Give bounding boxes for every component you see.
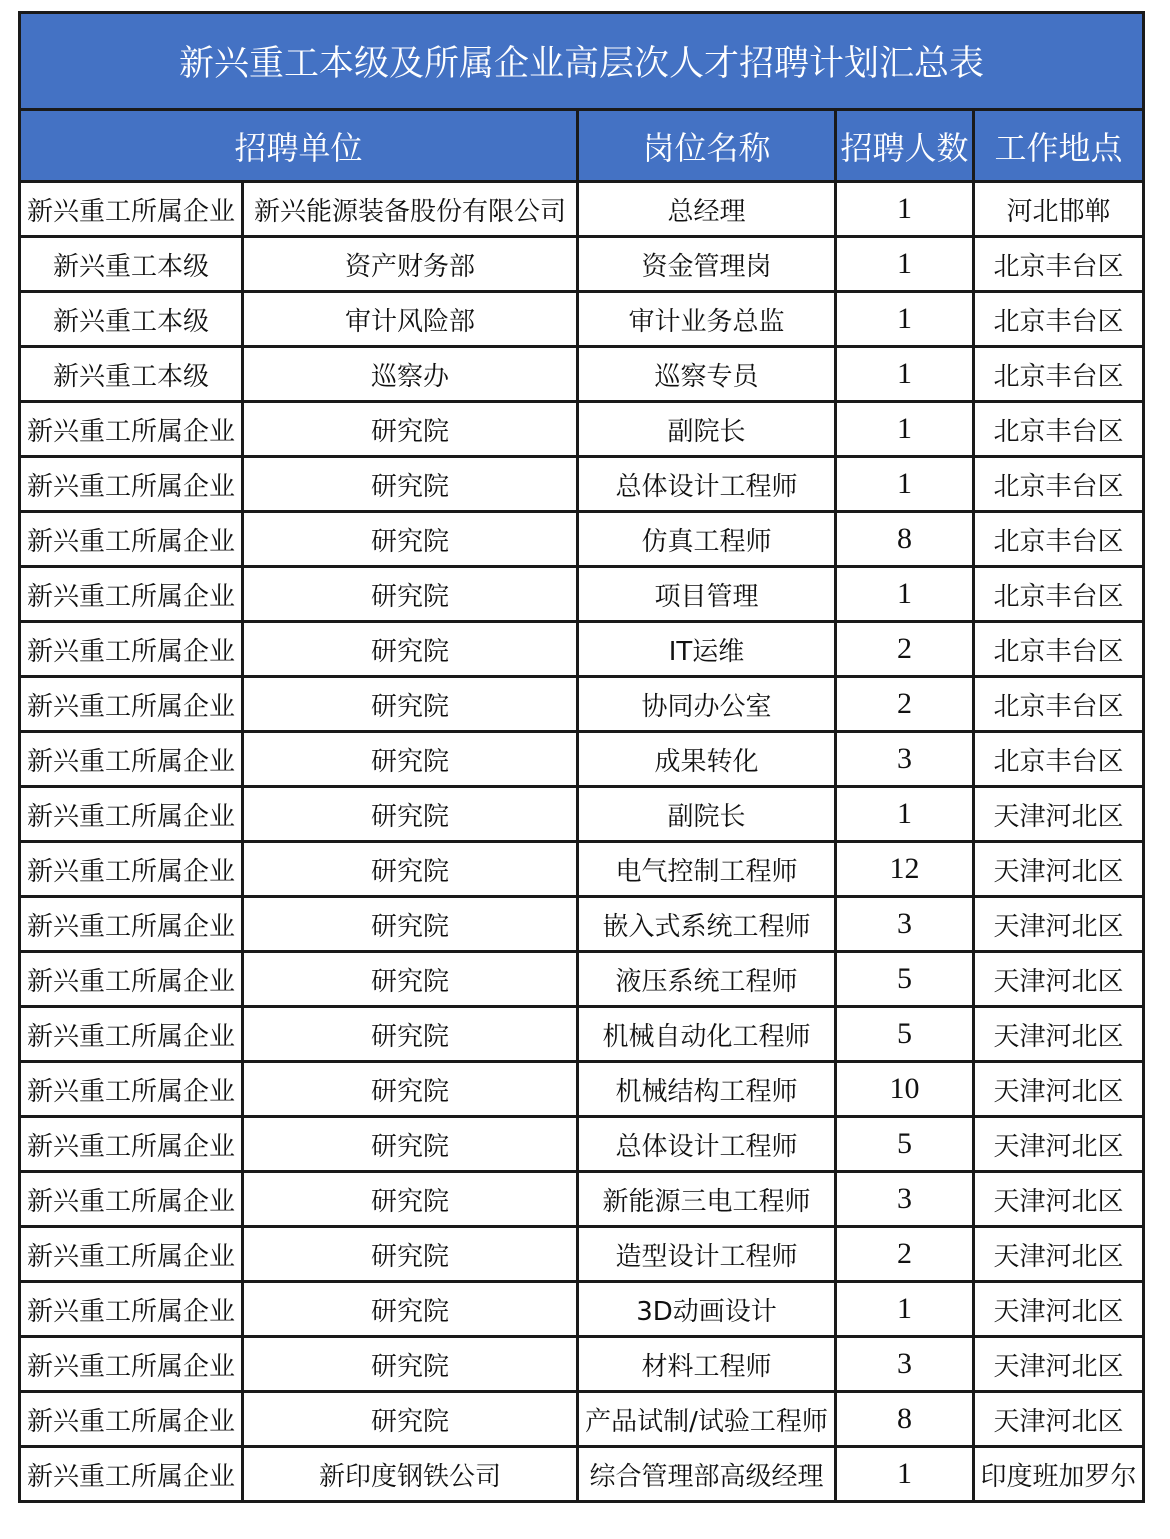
cell-unit-name: 研究院 (243, 952, 578, 1007)
cell-position: 嵌入式系统工程师 (578, 897, 836, 952)
table-row (20, 787, 1144, 842)
cell-count: 1 (836, 292, 974, 347)
cell-unit-level: 新兴重工所属企业 (20, 952, 243, 1007)
cell-location: 北京丰台区 (974, 347, 1144, 402)
cell-unit-level: 新兴重工所属企业 (20, 182, 243, 237)
table-row (20, 1282, 1144, 1337)
cell-position: 协同办公室 (578, 677, 836, 732)
cell-count: 2 (836, 677, 974, 732)
cell-count: 1 (836, 1447, 974, 1502)
table-row (20, 1227, 1144, 1282)
table-row (20, 1447, 1144, 1502)
cell-unit-level: 新兴重工所属企业 (20, 787, 243, 842)
table-row (20, 677, 1144, 732)
cell-position: 项目管理 (578, 567, 836, 622)
cell-location: 天津河北区 (974, 1172, 1144, 1227)
cell-location: 北京丰台区 (974, 402, 1144, 457)
cell-unit-level: 新兴重工所属企业 (20, 567, 243, 622)
cell-location: 天津河北区 (974, 897, 1144, 952)
cell-count: 1 (836, 237, 974, 292)
cell-location: 印度班加罗尔 (974, 1447, 1144, 1502)
cell-unit-name: 研究院 (243, 1117, 578, 1172)
cell-position: 电气控制工程师 (578, 842, 836, 897)
cell-unit-level: 新兴重工所属企业 (20, 512, 243, 567)
table-row (20, 1062, 1144, 1117)
cell-unit-level: 新兴重工所属企业 (20, 897, 243, 952)
cell-unit-name: 研究院 (243, 787, 578, 842)
cell-location: 北京丰台区 (974, 677, 1144, 732)
cell-position: 仿真工程师 (578, 512, 836, 567)
cell-position: 机械自动化工程师 (578, 1007, 836, 1062)
header-row (20, 110, 1144, 182)
cell-position: 机械结构工程师 (578, 1062, 836, 1117)
cell-unit-name: 研究院 (243, 897, 578, 952)
cell-unit-name: 新印度钢铁公司 (243, 1447, 578, 1502)
cell-location: 北京丰台区 (974, 292, 1144, 347)
cell-location: 天津河北区 (974, 787, 1144, 842)
cell-position: 巡察专员 (578, 347, 836, 402)
cell-count: 2 (836, 622, 974, 677)
table-row (20, 182, 1144, 237)
cell-count: 3 (836, 897, 974, 952)
cell-location: 北京丰台区 (974, 457, 1144, 512)
table-row (20, 1007, 1144, 1062)
table-row (20, 1337, 1144, 1392)
cell-unit-level: 新兴重工所属企业 (20, 1062, 243, 1117)
cell-location: 河北邯郸 (974, 182, 1144, 237)
cell-count: 5 (836, 1007, 974, 1062)
table-row (20, 1172, 1144, 1227)
cell-unit-name: 巡察办 (243, 347, 578, 402)
cell-count: 1 (836, 457, 974, 512)
cell-location: 天津河北区 (974, 952, 1144, 1007)
table-body (20, 182, 1144, 1502)
cell-position: 总经理 (578, 182, 836, 237)
cell-position: 造型设计工程师 (578, 1227, 836, 1282)
cell-position: 副院长 (578, 402, 836, 457)
cell-unit-level: 新兴重工所属企业 (20, 1227, 243, 1282)
cell-location: 北京丰台区 (974, 622, 1144, 677)
cell-count: 12 (836, 842, 974, 897)
cell-count: 1 (836, 402, 974, 457)
cell-count: 1 (836, 347, 974, 402)
table-row (20, 897, 1144, 952)
cell-unit-level: 新兴重工所属企业 (20, 1282, 243, 1337)
cell-count: 5 (836, 1117, 974, 1172)
cell-unit-level: 新兴重工所属企业 (20, 1007, 243, 1062)
cell-unit-name: 研究院 (243, 1172, 578, 1227)
cell-unit-level: 新兴重工本级 (20, 237, 243, 292)
cell-unit-level: 新兴重工所属企业 (20, 1117, 243, 1172)
table-row (20, 402, 1144, 457)
header-unit: 招聘单位 (20, 110, 578, 182)
title-row (20, 13, 1144, 110)
cell-location: 天津河北区 (974, 1007, 1144, 1062)
cell-unit-name: 研究院 (243, 842, 578, 897)
cell-count: 5 (836, 952, 974, 1007)
cell-position: 新能源三电工程师 (578, 1172, 836, 1227)
cell-location: 北京丰台区 (974, 237, 1144, 292)
cell-unit-name: 研究院 (243, 1282, 578, 1337)
cell-count: 1 (836, 787, 974, 842)
cell-position: 产品试制/试验工程师 (578, 1392, 836, 1447)
cell-count: 3 (836, 1337, 974, 1392)
table-row (20, 952, 1144, 1007)
table-row (20, 237, 1144, 292)
cell-count: 10 (836, 1062, 974, 1117)
cell-location: 天津河北区 (974, 1062, 1144, 1117)
table-row (20, 842, 1144, 897)
cell-position: 3D动画设计 (578, 1282, 836, 1337)
table-row (20, 292, 1144, 347)
cell-unit-name: 研究院 (243, 1337, 578, 1392)
cell-location: 天津河北区 (974, 1117, 1144, 1172)
cell-unit-name: 研究院 (243, 457, 578, 512)
cell-unit-name: 研究院 (243, 1392, 578, 1447)
table-row (20, 567, 1144, 622)
cell-position: 成果转化 (578, 732, 836, 787)
cell-unit-level: 新兴重工本级 (20, 292, 243, 347)
cell-count: 3 (836, 732, 974, 787)
cell-unit-level: 新兴重工所属企业 (20, 457, 243, 512)
recruitment-table (18, 11, 1145, 1503)
cell-unit-level: 新兴重工所属企业 (20, 842, 243, 897)
cell-position: 总体设计工程师 (578, 457, 836, 512)
cell-position: IT运维 (578, 622, 836, 677)
cell-location: 北京丰台区 (974, 567, 1144, 622)
cell-count: 1 (836, 182, 974, 237)
table-row (20, 732, 1144, 787)
cell-position: 综合管理部高级经理 (578, 1447, 836, 1502)
cell-location: 天津河北区 (974, 1337, 1144, 1392)
cell-unit-name: 研究院 (243, 567, 578, 622)
cell-location: 天津河北区 (974, 1392, 1144, 1447)
header-location: 工作地点 (974, 110, 1144, 182)
cell-unit-level: 新兴重工所属企业 (20, 1392, 243, 1447)
cell-unit-level: 新兴重工本级 (20, 347, 243, 402)
cell-unit-level: 新兴重工所属企业 (20, 622, 243, 677)
table-row (20, 457, 1144, 512)
cell-unit-name: 研究院 (243, 512, 578, 567)
cell-unit-name: 资产财务部 (243, 237, 578, 292)
table-row (20, 512, 1144, 567)
cell-unit-level: 新兴重工所属企业 (20, 1447, 243, 1502)
cell-unit-name: 研究院 (243, 677, 578, 732)
cell-position: 审计业务总监 (578, 292, 836, 347)
cell-location: 天津河北区 (974, 1227, 1144, 1282)
cell-location: 北京丰台区 (974, 732, 1144, 787)
cell-location: 天津河北区 (974, 842, 1144, 897)
cell-location: 天津河北区 (974, 1282, 1144, 1337)
cell-position: 材料工程师 (578, 1337, 836, 1392)
cell-count: 1 (836, 567, 974, 622)
header-count: 招聘人数 (836, 110, 974, 182)
cell-position: 资金管理岗 (578, 237, 836, 292)
cell-unit-name: 研究院 (243, 732, 578, 787)
cell-count: 2 (836, 1227, 974, 1282)
cell-position: 副院长 (578, 787, 836, 842)
cell-count: 8 (836, 1392, 974, 1447)
cell-unit-level: 新兴重工所属企业 (20, 732, 243, 787)
table-row (20, 622, 1144, 677)
cell-unit-level: 新兴重工所属企业 (20, 677, 243, 732)
cell-position: 液压系统工程师 (578, 952, 836, 1007)
cell-unit-name: 研究院 (243, 1062, 578, 1117)
cell-unit-name: 研究院 (243, 402, 578, 457)
cell-unit-level: 新兴重工所属企业 (20, 1172, 243, 1227)
table-row (20, 1117, 1144, 1172)
cell-location: 北京丰台区 (974, 512, 1144, 567)
table-title: 新兴重工本级及所属企业高层次人才招聘计划汇总表 (20, 13, 1144, 110)
table-row (20, 347, 1144, 402)
cell-unit-level: 新兴重工所属企业 (20, 402, 243, 457)
table-row (20, 1392, 1144, 1447)
cell-unit-name: 研究院 (243, 622, 578, 677)
cell-unit-name: 审计风险部 (243, 292, 578, 347)
cell-count: 3 (836, 1172, 974, 1227)
cell-unit-level: 新兴重工所属企业 (20, 1337, 243, 1392)
cell-unit-name: 研究院 (243, 1227, 578, 1282)
header-position: 岗位名称 (578, 110, 836, 182)
cell-unit-name: 研究院 (243, 1007, 578, 1062)
cell-unit-name: 新兴能源装备股份有限公司 (243, 182, 578, 237)
cell-count: 1 (836, 1282, 974, 1337)
cell-count: 8 (836, 512, 974, 567)
cell-position: 总体设计工程师 (578, 1117, 836, 1172)
